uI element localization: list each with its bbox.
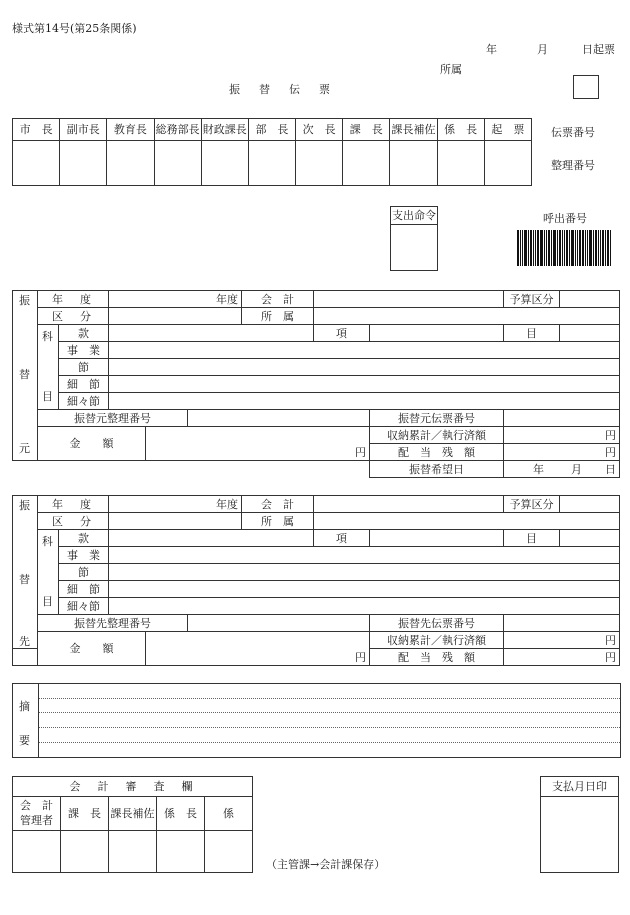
amount-field[interactable] <box>146 632 370 666</box>
approval-col-header: 教育長 <box>107 119 154 141</box>
yosan-label: 予算区分 <box>504 496 560 513</box>
form-title: 振 替 伝 票 <box>229 83 334 96</box>
kaikei-field[interactable] <box>314 291 504 308</box>
cumulative-field[interactable] <box>504 427 620 444</box>
approval-stamp-cell[interactable] <box>154 141 201 186</box>
barcode-bar <box>557 230 558 266</box>
desired-date-label: 振替希望日 <box>370 461 504 478</box>
cumulative-yen: 円 <box>605 428 617 442</box>
audit-title: 会 計 審 査 欄 <box>13 777 253 797</box>
amount-label: 金 額 <box>38 427 146 461</box>
cumulative-label: 収納累計／執行済額 <box>370 427 504 444</box>
yosan-field[interactable] <box>560 291 620 308</box>
source-slip-field[interactable] <box>504 410 620 427</box>
audit-col-header: 会 計 管理者 <box>13 797 61 831</box>
kaikei-field[interactable] <box>314 496 504 513</box>
year-label: 年 <box>486 43 497 56</box>
balance-yen: 円 <box>605 445 617 459</box>
kou-field[interactable] <box>370 530 504 547</box>
jigyo-field[interactable] <box>109 342 620 359</box>
kubun-field[interactable] <box>109 308 242 325</box>
kou-label: 項 <box>314 325 370 342</box>
payment-date-stamp-cell[interactable] <box>541 797 619 873</box>
balance-label: 配 当 残 額 <box>370 444 504 461</box>
audit-stamp-cell[interactable] <box>157 831 205 873</box>
balance-label: 配 当 残 額 <box>370 649 504 666</box>
cumulative-label: 収納累計／執行済額 <box>370 632 504 649</box>
summary-line[interactable] <box>39 742 620 743</box>
approval-col-header: 総務部長 <box>154 119 201 141</box>
barcode-bar <box>551 230 552 266</box>
balance-field[interactable] <box>504 649 620 666</box>
barcode-bar <box>546 230 547 266</box>
shozoku-label: 所 属 <box>242 513 314 530</box>
audit-col-header: 課長補佐 <box>109 797 157 831</box>
approval-col-header: 係 長 <box>437 119 484 141</box>
saisaisetsu-label: 細々節 <box>59 598 109 615</box>
approval-stamp-cell[interactable] <box>248 141 295 186</box>
payment-order-label: 支出命令 <box>391 207 438 225</box>
source-ref-field[interactable] <box>188 410 370 427</box>
approval-col-header: 課長補佐 <box>390 119 437 141</box>
source-ref-label: 振替元整理番号 <box>38 410 188 427</box>
barcode-bar <box>537 230 539 266</box>
yosan-label: 予算区分 <box>504 291 560 308</box>
setsu-label: 節 <box>59 564 109 581</box>
kaikei-label: 会 計 <box>242 291 314 308</box>
nendo-suffix: 年度 <box>216 497 239 511</box>
approval-stamp-table <box>12 118 532 186</box>
summary-side <box>13 684 39 757</box>
dest-slip-field[interactable] <box>504 615 620 632</box>
saisetsu-label: 細 節 <box>59 581 109 598</box>
balance-field[interactable] <box>504 444 620 461</box>
audit-col-header: 係 <box>205 797 253 831</box>
payment-order-box <box>390 206 438 271</box>
jigyo-label: 事 業 <box>59 547 109 564</box>
kan-field[interactable] <box>109 325 314 342</box>
barcode-bar <box>520 230 521 266</box>
moku-field[interactable] <box>560 530 620 547</box>
kamoku-top: 科 <box>42 535 53 548</box>
amount-yen: 円 <box>355 446 367 459</box>
kamoku-side <box>38 325 59 410</box>
nendo-suffix: 年度 <box>216 292 239 306</box>
footer-note: （主管課→会計課保存） <box>266 858 386 871</box>
affiliation-code-box[interactable] <box>573 75 599 99</box>
setsu-field[interactable] <box>109 359 620 376</box>
payment-order-stamp[interactable] <box>391 225 438 271</box>
barcode-bar <box>569 230 570 266</box>
dest-side-label <box>13 496 38 649</box>
date-month: 月 <box>571 462 583 476</box>
source-side-label <box>13 291 38 461</box>
nendo-label: 年 度 <box>38 291 109 308</box>
summary-top-label: 摘 <box>19 700 30 713</box>
approval-col-header: 起 票 <box>484 119 531 141</box>
saisaisetsu-field[interactable] <box>109 393 620 410</box>
summary-line[interactable] <box>39 698 620 699</box>
barcode-bar <box>602 230 604 266</box>
transfer-source-table <box>12 290 620 478</box>
barcode-bar <box>610 230 611 266</box>
audit-table <box>12 776 253 873</box>
approval-stamp-cell[interactable] <box>13 141 60 186</box>
barcode-bar <box>582 230 584 266</box>
saisetsu-label: 細 節 <box>59 376 109 393</box>
approval-stamp-cell[interactable] <box>296 141 343 186</box>
barcode-bar <box>535 230 536 266</box>
audit-stamp-cell[interactable] <box>61 831 109 873</box>
approval-stamp-cell[interactable] <box>343 141 390 186</box>
kubun-field[interactable] <box>109 513 242 530</box>
kou-field[interactable] <box>370 325 504 342</box>
call-number-label: 呼出番号 <box>543 212 587 225</box>
approval-stamp-cell[interactable] <box>484 141 531 186</box>
dest-ref-label: 振替先整理番号 <box>38 615 188 632</box>
blank-side <box>13 649 38 666</box>
barcode-bar <box>553 230 556 266</box>
barcode-bar <box>524 230 527 266</box>
audit-stamp-cell[interactable] <box>205 831 253 873</box>
summary-line[interactable] <box>39 712 620 713</box>
moku-label: 目 <box>504 530 560 547</box>
kou-label: 項 <box>314 530 370 547</box>
amount-field[interactable] <box>146 427 370 461</box>
kan-label: 款 <box>59 530 109 547</box>
approval-col-header: 課 長 <box>343 119 390 141</box>
barcode-bar <box>600 230 601 266</box>
kamoku-side <box>38 530 59 615</box>
shozoku-label: 所 属 <box>242 308 314 325</box>
jigyo-label: 事 業 <box>59 342 109 359</box>
kan-label: 款 <box>59 325 109 342</box>
kamoku-bot: 目 <box>42 390 53 403</box>
summary-box <box>12 683 621 758</box>
barcode-bar <box>605 230 606 266</box>
audit-col-header: 課 長 <box>61 797 109 831</box>
nendo-label: 年 度 <box>38 496 109 513</box>
barcode-bar <box>589 230 592 266</box>
barcode-bar <box>607 230 609 266</box>
form-number: 様式第14号(第25条関係) <box>12 22 137 35</box>
transfer-dest-table <box>12 495 620 666</box>
blank-cell <box>13 461 370 478</box>
approval-col-header: 財政課長 <box>201 119 248 141</box>
setsu-label: 節 <box>59 359 109 376</box>
source-slip-label: 振替元伝票番号 <box>370 410 504 427</box>
month-label: 月 <box>537 43 548 56</box>
barcode-bar <box>544 230 545 266</box>
approval-stamp-cell[interactable] <box>390 141 437 186</box>
dest-ref-field[interactable] <box>188 615 370 632</box>
affiliation-label: 所属 <box>440 63 462 76</box>
barcode-bar <box>559 230 561 266</box>
shozoku-field[interactable] <box>314 308 620 325</box>
slip-number-label: 伝票番号 <box>551 126 595 139</box>
saisetsu-field[interactable] <box>109 581 620 598</box>
payment-date-stamp-label: 支払月日印 <box>541 777 619 797</box>
yosan-field[interactable] <box>560 496 620 513</box>
barcode-bar <box>528 230 529 266</box>
barcode-bar <box>595 230 597 266</box>
kamoku-top: 科 <box>42 330 53 343</box>
barcode-image <box>517 230 613 266</box>
nendo-field[interactable] <box>109 291 242 308</box>
approval-col-header: 副市長 <box>60 119 107 141</box>
barcode-bar <box>598 230 599 266</box>
audit-stamp-cell[interactable] <box>13 831 61 873</box>
approval-stamp-cell[interactable] <box>201 141 248 186</box>
audit-col-header: 係 長 <box>157 797 205 831</box>
issue-day-label: 日起票 <box>582 43 615 56</box>
barcode-bar <box>585 230 586 266</box>
barcode-bar <box>579 230 581 266</box>
barcode-bar <box>587 230 588 266</box>
kubun-label: 区 分 <box>38 513 109 530</box>
barcode-bar <box>577 230 578 266</box>
amount-yen: 円 <box>355 651 367 664</box>
approval-stamp-cell[interactable] <box>107 141 154 186</box>
summary-line[interactable] <box>39 727 620 728</box>
side-label-top: 振 <box>19 499 30 512</box>
amount-label: 金 額 <box>38 632 146 666</box>
saisaisetsu-label: 細々節 <box>59 393 109 410</box>
date-year: 年 <box>533 462 545 476</box>
shozoku-field[interactable] <box>314 513 620 530</box>
kaikei-label: 会 計 <box>242 496 314 513</box>
barcode-bar <box>571 230 574 266</box>
setsu-field[interactable] <box>109 564 620 581</box>
barcode-bar <box>575 230 576 266</box>
barcode-bar <box>593 230 594 266</box>
moku-field[interactable] <box>560 325 620 342</box>
barcode-bar <box>564 230 565 266</box>
barcode-bar <box>530 230 532 266</box>
kamoku-bot: 目 <box>42 595 53 608</box>
side-label-mid: 替 <box>19 573 30 586</box>
barcode-bar <box>566 230 568 266</box>
kubun-label: 区 分 <box>38 308 109 325</box>
balance-yen: 円 <box>605 650 617 664</box>
nendo-field[interactable] <box>109 496 242 513</box>
cumulative-yen: 円 <box>605 633 617 647</box>
cumulative-field[interactable] <box>504 632 620 649</box>
barcode-bar <box>533 230 534 266</box>
moku-label: 目 <box>504 325 560 342</box>
approval-stamp-cell[interactable] <box>437 141 484 186</box>
barcode-bar <box>517 230 519 266</box>
side-label-top: 振 <box>19 294 30 307</box>
date-day: 日 <box>605 462 617 476</box>
kan-field[interactable] <box>109 530 314 547</box>
barcode-bar <box>522 230 523 266</box>
approval-col-header: 市 長 <box>13 119 60 141</box>
ref-number-label: 整理番号 <box>551 159 595 172</box>
barcode-bar <box>562 230 563 266</box>
summary-bot-label: 要 <box>19 734 30 747</box>
approval-col-header: 部 長 <box>248 119 295 141</box>
barcode-bar <box>548 230 550 266</box>
side-label-bot: 元 <box>19 442 30 455</box>
barcode-bar <box>540 230 543 266</box>
approval-col-header: 次 長 <box>296 119 343 141</box>
audit-stamp-cell[interactable] <box>109 831 157 873</box>
saisetsu-field[interactable] <box>109 376 620 393</box>
payment-date-stamp-box <box>540 776 619 873</box>
jigyo-field[interactable] <box>109 547 620 564</box>
saisaisetsu-field[interactable] <box>109 598 620 615</box>
dest-slip-label: 振替先伝票番号 <box>370 615 504 632</box>
side-label-mid: 替 <box>19 368 30 381</box>
desired-date-field[interactable] <box>504 461 620 478</box>
approval-stamp-cell[interactable] <box>60 141 107 186</box>
side-label-bot: 先 <box>19 635 30 648</box>
